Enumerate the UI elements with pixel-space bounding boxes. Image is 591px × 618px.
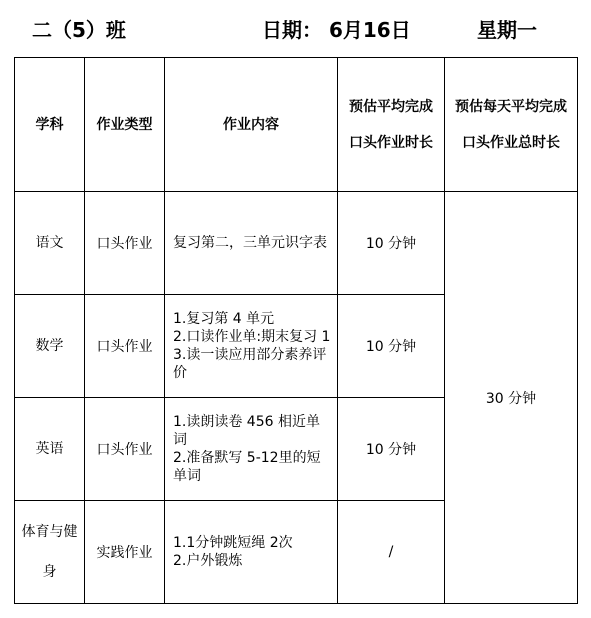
time-cell: 10 分钟 (338, 192, 445, 295)
content-cell (165, 295, 338, 398)
header-total-time: 预估每天平均完成口头作业总时长 (445, 58, 578, 192)
header-type: 作业类型 (85, 58, 165, 192)
table-row (15, 192, 578, 295)
content-line: 2.口读作业单:期末复习 1 (173, 329, 331, 345)
time-cell: 10 分钟 (338, 295, 445, 398)
content-cell (165, 192, 338, 295)
content-cell (165, 501, 338, 604)
type-cell: 口头作业 (85, 398, 165, 501)
subject-cell: 英语 (15, 398, 85, 501)
type-cell: 实践作业 (85, 501, 165, 604)
homework-table (14, 57, 578, 604)
content-line: 2.户外锻炼 (173, 553, 243, 569)
content-cell (165, 398, 338, 501)
content-line: 1.复习第 4 单元 (173, 311, 275, 327)
content-line: 1.1分钟跳短绳 2次 (173, 535, 293, 551)
subject-cell: 体育与健身 (15, 501, 85, 604)
subject-cell: 语文 (15, 192, 85, 295)
content-line: 3.读一读应用部分素养评价 (173, 347, 327, 381)
content-line: 2.准备默写 5-12里的短单词 (173, 450, 321, 484)
time-cell: 10 分钟 (338, 398, 445, 501)
total-time-cell: 30 分钟 (445, 192, 578, 604)
date-label: 日期： 6月16日 (262, 18, 411, 42)
weekday-label: 星期一 (477, 18, 537, 42)
time-cell: / (338, 501, 445, 604)
header-content: 作业内容 (165, 58, 338, 192)
content-line: 1.读朗读卷 456 相近单词 (173, 414, 320, 448)
page-header (0, 8, 591, 44)
header-row (15, 58, 578, 192)
content-line: 复习第二，三单元识字表 (173, 235, 327, 251)
type-cell: 口头作业 (85, 192, 165, 295)
header-subject: 学科 (15, 58, 85, 192)
subject-cell: 数学 (15, 295, 85, 398)
class-name: 二（5）班 (32, 18, 126, 42)
header-avg-time: 预估平均完成口头作业时长 (338, 58, 445, 192)
type-cell: 口头作业 (85, 295, 165, 398)
